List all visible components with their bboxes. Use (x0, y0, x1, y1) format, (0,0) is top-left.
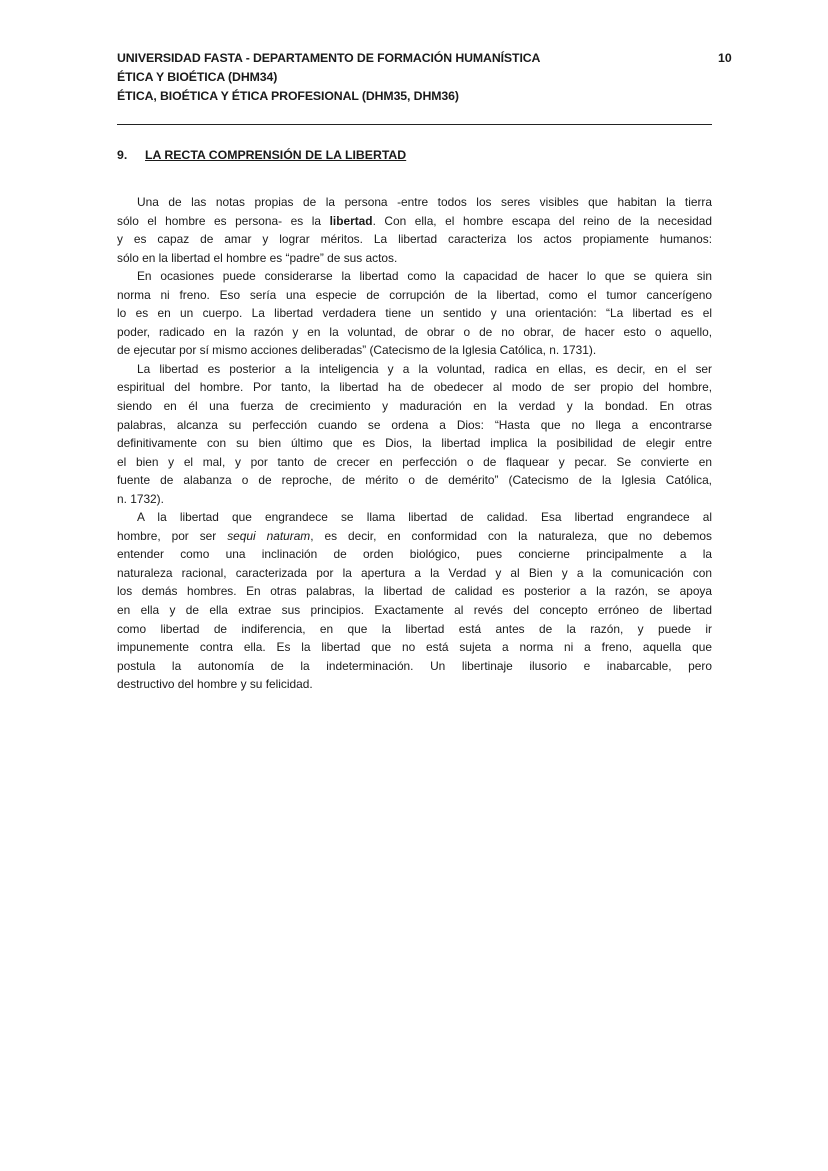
text-run: postula la autonomía de la indeterminación. Un libertinaje ilusorio e inabarcable, pero (117, 658, 712, 673)
text-line (117, 582, 712, 601)
text-run: sólo el hombre es persona- es la (117, 213, 330, 228)
page-number: 10 (718, 51, 732, 65)
text-line (117, 360, 712, 379)
text-line (117, 397, 712, 416)
text-run: norma ni freno. Eso sería una especie de corrupción de la libertad, como el tumor cancerígeno (117, 287, 712, 302)
text-run: Una de las notas propias de la persona -entre todos los seres visibles que habitan la tierra (137, 195, 712, 209)
text-run: el bien y el mal, y por tanto de crecer en perfección o de flaquear y pecar. Se convierte en (117, 454, 712, 469)
text-run: , es decir, en conformidad con la naturaleza, que no debemos (310, 528, 712, 543)
text-run: fuente de alabanza o de reproche, de mérito o de demérito” (Catecismo de la Iglesia Católica, (117, 473, 712, 488)
text-run: definitivamente con su bien último que es Dios, la libertad implica la posibilidad de elegir entre (117, 436, 712, 451)
text-run: . Con ella, el hombre escapa del reino de la necesidad (372, 213, 712, 228)
text-line (117, 212, 712, 231)
text-run: poder, radicado en la razón y en la voluntad, de obrar o de no obrar, de hacer esto o aquello, (117, 324, 712, 339)
text-line (117, 249, 712, 268)
text-line (117, 508, 712, 527)
text-line (117, 657, 712, 676)
text-run: En ocasiones puede considerarse la libertad como la capacidad de hacer lo que se quiera sin (137, 269, 712, 284)
text-run: siendo en él una fuerza de crecimiento y maduración en la verdad y la bondad. En otras (117, 399, 712, 414)
bold-term: libertad (329, 213, 373, 228)
text-line (117, 230, 712, 249)
text-run: A la libertad que engrandece se llama libertad de calidad. Esa libertad engrandece al (137, 510, 712, 525)
section-title: LA RECTA COMPRENSIÓN DE LA LIBERTAD (145, 148, 407, 162)
section-number: 9. (117, 148, 128, 162)
text-line (117, 193, 712, 212)
text-line (117, 490, 712, 509)
header-course: ÉTICA Y BIOÉTICA (DHM34) (117, 70, 278, 84)
text-run: n. 1732). (117, 491, 164, 506)
text-line (117, 416, 712, 435)
text-run: entender como una inclinación de orden biológico, pues concierne principalmente a la (117, 547, 712, 562)
text-run: en ella y de ella extrae sus principios. Exactamente al revés del concepto erróneo de libertad (117, 603, 712, 618)
body-text (117, 193, 712, 694)
text-line (117, 453, 712, 472)
text-line (117, 638, 712, 657)
text-run: impunemente contra ella. Es la libertad que no está sujeta a norma ni a freno, aquella que (117, 640, 712, 655)
text-run: y es capaz de amar y lograr méritos. La libertad caracteriza los actos propiamente humanos: (117, 232, 712, 247)
text-line (117, 601, 712, 620)
text-run: naturaleza racional, caracterizada por la apertura a la Verdad y al Bien y a la comunicación con (117, 565, 712, 580)
text-line (117, 323, 712, 342)
text-run: como libertad de indiferencia, en que la libertad está antes de la razón, y puede ir (117, 621, 712, 636)
text-run: sólo en la libertad el hombre es “padre” de sus actos. (117, 250, 398, 265)
text-line (117, 341, 712, 360)
text-line (117, 378, 712, 397)
header-course-alt: ÉTICA, BIOÉTICA Y ÉTICA PROFESIONAL (DHM35, DHM36) (117, 89, 459, 103)
header-institution: UNIVERSIDAD FASTA - DEPARTAMENTO DE FORMACIÓN HUMANÍSTICA (117, 51, 541, 65)
text-line (117, 267, 712, 286)
text-run: palabras, alcanza su perfección cuando se ordena a Dios: “Hasta que no llega a encontrarse (117, 417, 712, 432)
text-line (117, 304, 712, 323)
text-line (117, 471, 712, 490)
text-run: espiritual del hombre. Por tanto, la libertad ha de obedecer al modo de ser propio del hombre, (117, 380, 712, 395)
text-line (117, 434, 712, 453)
text-run: lo es en un cuerpo. La libertad verdadera tiene un sentido y una orientación: “La libertad es el (117, 306, 712, 321)
text-run: de ejecutar por sí mismo acciones deliberadas” (Catecismo de la Iglesia Católica, n. 1731). (117, 343, 597, 358)
text-line (117, 675, 712, 694)
text-line (117, 620, 712, 639)
text-line (117, 286, 712, 305)
text-line (117, 527, 712, 546)
italic-term: sequi naturam (227, 528, 311, 543)
text-run: los demás hombres. En otras palabras, la libertad de calidad es posterior a la razón, se apoya (117, 584, 712, 599)
text-run: destructivo del hombre y su felicidad. (117, 677, 313, 692)
text-run: La libertad es posterior a la inteligencia y a la voluntad, radica en ellas, es decir, en el ser (137, 361, 712, 376)
text-run: hombre, por ser (117, 528, 228, 543)
header-divider (117, 124, 712, 125)
text-line (117, 545, 712, 564)
text-line (117, 564, 712, 583)
